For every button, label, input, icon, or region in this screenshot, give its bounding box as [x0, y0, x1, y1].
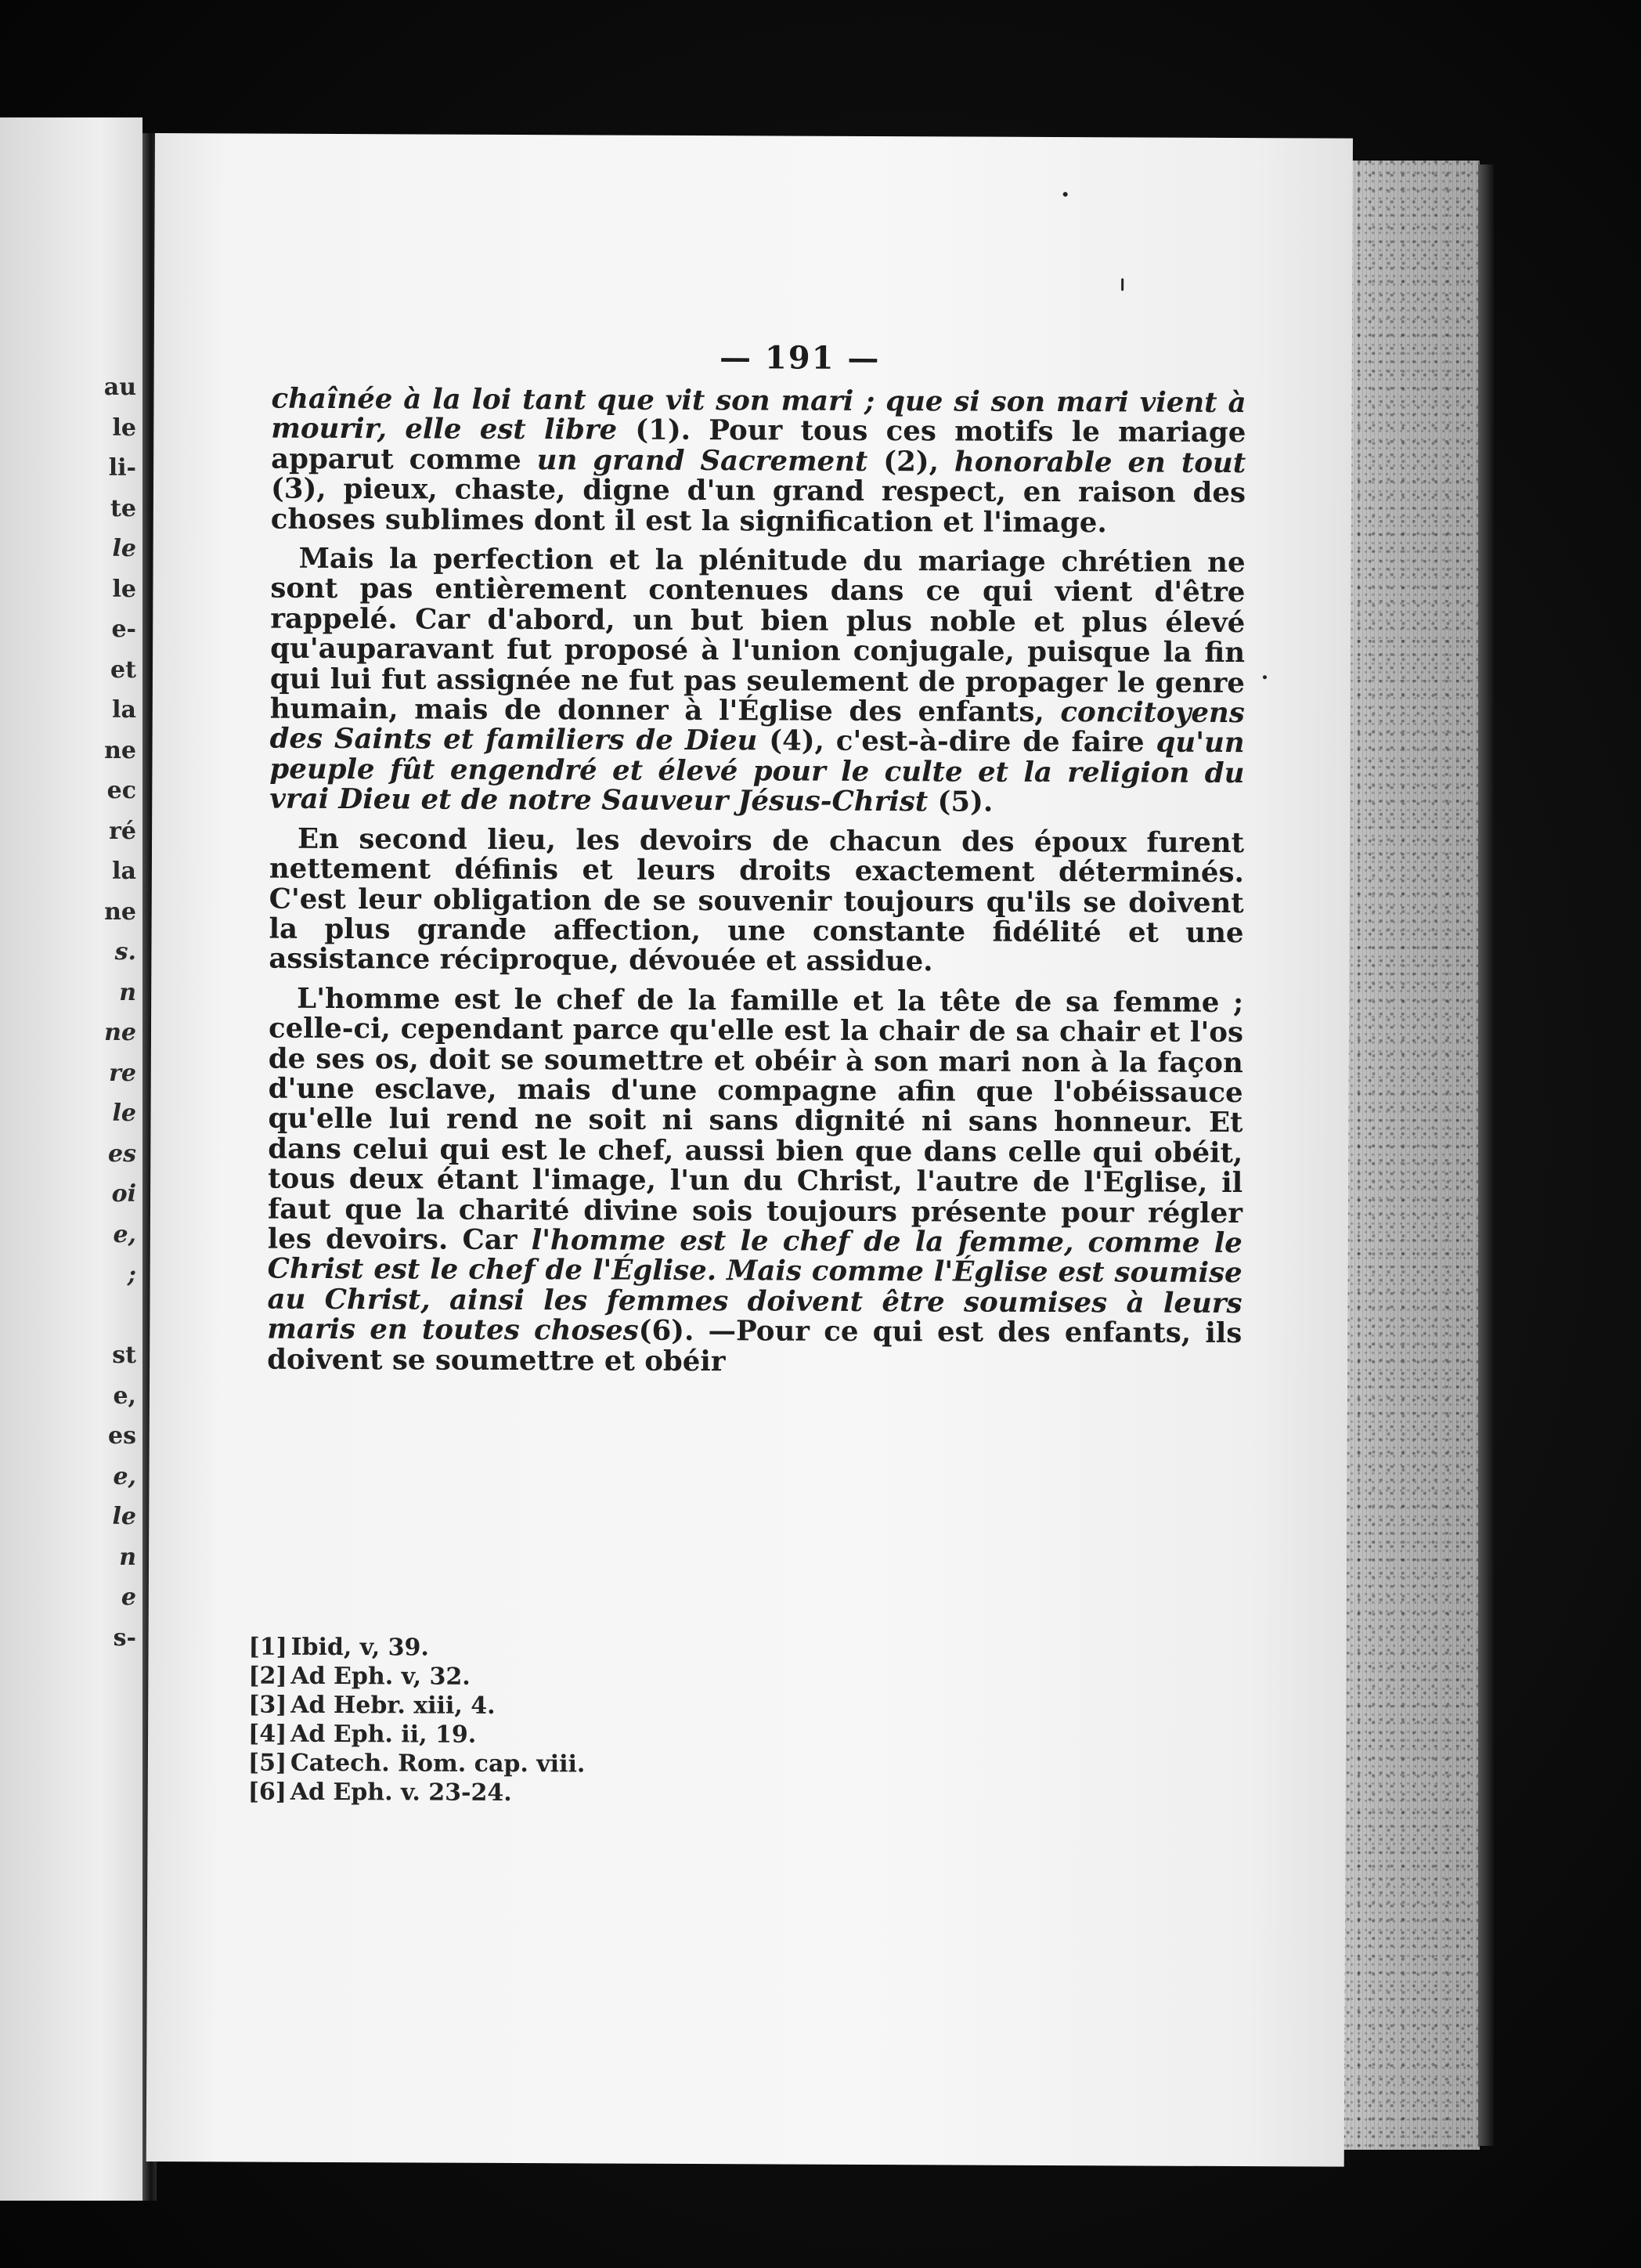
left-page-fragment: ne [104, 897, 136, 926]
ink-speck [1121, 278, 1123, 291]
left-page-fragment: re [109, 1059, 136, 1087]
paragraph [269, 824, 1244, 978]
footnote-text: Ad Hebr. xiii, 4. [290, 1691, 496, 1720]
left-page-fragment: ré [109, 817, 136, 845]
left-page-fragment: es [108, 1422, 136, 1450]
footnote [248, 1778, 586, 1808]
footnote-text: Ad Eph. ii, 19. [290, 1720, 477, 1749]
left-page-fragment: e, [113, 1220, 136, 1248]
footnotes [248, 1633, 586, 1808]
left-page-fragment: e, [113, 1381, 136, 1410]
ink-speck [1263, 675, 1267, 679]
left-page-fragment: n [119, 1543, 136, 1571]
footnote-mark: [6] [247, 1778, 287, 1806]
footnote-text: Catech. Rom. cap. viii. [290, 1749, 586, 1779]
footnote [248, 1633, 586, 1663]
left-page-fragment: le [112, 535, 136, 562]
text-run: En second lieu, les devoirs de chacun des époux furent nettement définis et leurs droits exactement déterminés. C'est leur obligation de se souvenir toujours qu'ils se doivent la plus grande affection, une constante fidélité et une assistance réciproque, dévouée et assidue. [269, 822, 1245, 978]
left-page-fragment: ec [106, 777, 136, 804]
left-page-fragment: e [121, 1584, 136, 1611]
text-run: (6). —Pour ce qui est des enfants, ils doivent se soumettre et obéir [267, 1314, 1242, 1378]
italic-text: l'homme est le chef de la femme, comme le Christ est le chef de l'Église. Mais comme l'Église est soumise au Christ, ainsi les femmes doivent être soumises à leurs maris en toutes choses [267, 1224, 1242, 1347]
left-page-fragment: au [103, 374, 136, 401]
book-page [146, 133, 1353, 2167]
italic-text: honorable en tout [954, 446, 1246, 479]
left-page-fragment: e, [113, 1462, 136, 1490]
paragraph [269, 544, 1245, 819]
text-run: (1). Pour tous ces motifs le mariage apparut comme [271, 414, 1246, 476]
footnote [248, 1662, 586, 1692]
italic-text: qu'un peuple fût engendré et élevé pour le culte et la religion du vrai Dieu et de notre Sauveur Jésus-Christ [269, 727, 1245, 818]
text-run: (2), [867, 445, 955, 479]
paragraph [270, 382, 1246, 539]
left-page-fragment: ; [127, 1261, 136, 1288]
footnote-mark: [5] [247, 1749, 287, 1777]
paragraph [267, 984, 1243, 1379]
footnote [248, 1691, 586, 1721]
footnote [248, 1720, 586, 1750]
text-run: (3), pieux, chaste, digne d'un grand respect, en raison des choses sublimes dont il est la signification et l'image. [270, 472, 1246, 539]
left-page-fragment: es [108, 1139, 136, 1168]
footnote-mark: [1] [248, 1633, 287, 1661]
footnote-mark: [3] [248, 1691, 287, 1719]
footnote-text: Ad Eph. v, 32. [290, 1662, 471, 1691]
left-page-fragment: ne [104, 736, 136, 764]
left-page-fragment: n [119, 978, 136, 1006]
left-page-fragment: ne [104, 1019, 136, 1046]
italic-text: chaînée à la loi tant que vit son mari ; que si son mari vient à mourir, elle est libre [271, 382, 1246, 446]
left-page-fragment: le [112, 414, 136, 442]
italic-text: un grand Sacrement [536, 443, 868, 478]
footnote-mark: [2] [248, 1662, 287, 1690]
left-page-fragment: s. [114, 938, 136, 966]
left-page-fragment: te [110, 494, 136, 522]
left-page-fragment: oi [111, 1180, 136, 1208]
footnote-mark: [4] [248, 1720, 287, 1748]
left-page-fragment: et [110, 655, 136, 684]
left-page-fragment: li- [108, 454, 136, 482]
left-page-fragment: le [112, 575, 136, 603]
left-page-fragment: le [112, 1503, 136, 1530]
body-text [267, 382, 1246, 1379]
text-run: Mais la perfection et la plénitude du mariage chrétien ne sont pas entièrement contenues dans ce qui vient d'être rappelé. Car d'abord, un but bien plus noble et plus élevé qu'auparavant fut proposé à l'union conjugale, puisque la fin qui lui fut assignée ne fut pas seulement de propager le genre humain, mais de donner à l'Église des enfants, [269, 542, 1246, 729]
italic-text: concitoyens des Saints et familiers de Dieu [269, 696, 1245, 757]
facing-page-left [0, 117, 142, 2201]
left-page-fragment: la [112, 858, 136, 885]
ink-speck [1063, 192, 1068, 197]
footnote [248, 1749, 586, 1779]
footnote-text: Ibid, v, 39. [290, 1633, 429, 1662]
page-number: — 191 — [719, 339, 881, 377]
page-block-shadow [1478, 164, 1494, 2146]
page-block-edges [1335, 161, 1480, 2150]
left-page-fragment: e- [111, 616, 136, 643]
left-page-fragment: le [112, 1100, 136, 1127]
text-run: (5). [928, 785, 994, 818]
footnote-text: Ad Eph. v. 23-24. [290, 1778, 512, 1808]
text-run: L'homme est le chef de la famille et la tête de sa femme ; celle-ci, cependant parce qu'elle est la chair de sa chair et l'os de ses os, doit se soumettre et obéir à son mari non à la façon d'une esclave, mais d'une compagne afin que l'obéissauce qu'elle lui rend ne soit ni sans dignité ni sans honneur. Et dans celui qui est le chef, aussi bien que dans celle qui obéit, tous deux étant l'image, l'un du Christ, l'autre de l'Eglise, il faut que la charité divine sois toujours présente pour régler les devoirs. Car [267, 982, 1244, 1257]
left-page-fragment: la [112, 696, 136, 724]
left-page-fragment: s- [113, 1623, 136, 1652]
left-page-fragment: st [112, 1342, 136, 1369]
text-run: (4), c'est-à-dire de faire [757, 724, 1156, 760]
